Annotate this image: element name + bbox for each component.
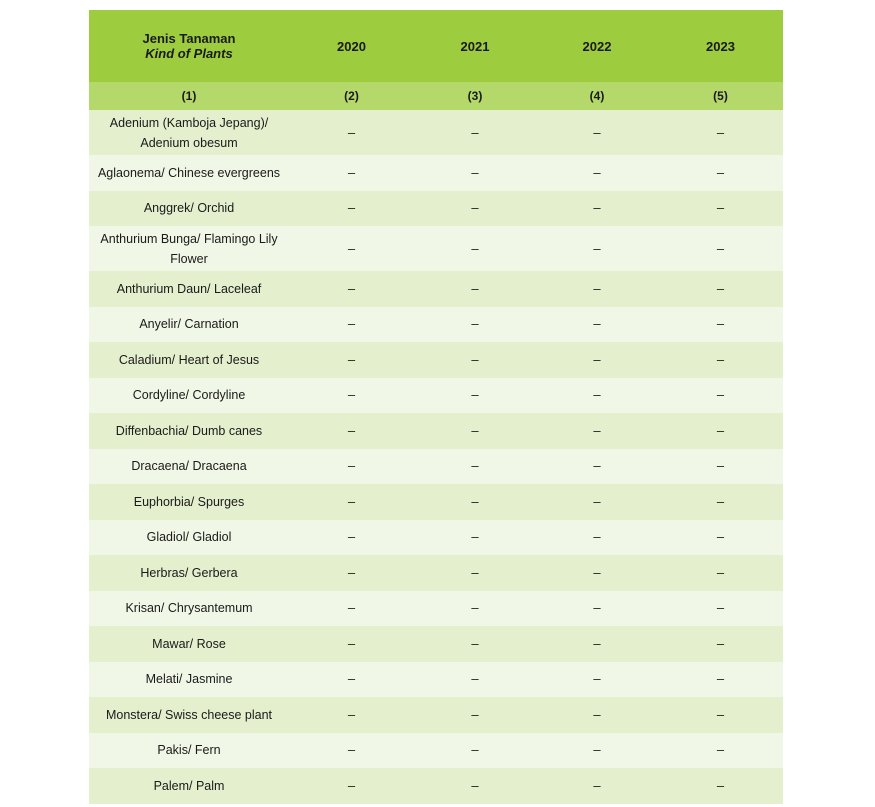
value-cell-2022: – <box>536 591 658 627</box>
value-cell-2022: – <box>536 307 658 343</box>
value-cell-2020: – <box>289 307 414 343</box>
value-cell-2021: – <box>414 449 536 485</box>
value-cell-2023: – <box>658 191 783 227</box>
value-cell-2023: – <box>658 342 783 378</box>
value-cell-2022: – <box>536 226 658 271</box>
plant-name-cell: Melati/ Jasmine <box>89 662 289 698</box>
plant-data-table <box>89 10 783 804</box>
plant-data-table-container <box>89 10 783 804</box>
value-cell-2020: – <box>289 555 414 591</box>
table-row <box>89 110 783 155</box>
value-cell-2020: – <box>289 520 414 556</box>
value-cell-2020: – <box>289 271 414 307</box>
header-year-2023: 2023 <box>658 10 783 82</box>
value-cell-2023: – <box>658 155 783 191</box>
plant-name-cell: Anggrek/ Orchid <box>89 191 289 227</box>
value-cell-2021: – <box>414 555 536 591</box>
column-number-4: (4) <box>536 82 658 110</box>
value-cell-2020: – <box>289 768 414 804</box>
value-cell-2023: – <box>658 591 783 627</box>
table-row <box>89 413 783 449</box>
value-cell-2021: – <box>414 191 536 227</box>
header-year-2021: 2021 <box>414 10 536 82</box>
value-cell-2020: – <box>289 191 414 227</box>
value-cell-2020: – <box>289 626 414 662</box>
column-number-5: (5) <box>658 82 783 110</box>
value-cell-2021: – <box>414 271 536 307</box>
value-cell-2022: – <box>536 378 658 414</box>
value-cell-2021: – <box>414 155 536 191</box>
plant-name-cell: Herbras/ Gerbera <box>89 555 289 591</box>
value-cell-2021: – <box>414 520 536 556</box>
value-cell-2021: – <box>414 626 536 662</box>
value-cell-2023: – <box>658 110 783 155</box>
value-cell-2020: – <box>289 226 414 271</box>
plant-name-cell: Mawar/ Rose <box>89 626 289 662</box>
plant-name-cell: Diffenbachia/ Dumb canes <box>89 413 289 449</box>
table-row <box>89 662 783 698</box>
header-plant-column <box>89 10 289 82</box>
value-cell-2022: – <box>536 733 658 769</box>
table-row <box>89 226 783 271</box>
value-cell-2022: – <box>536 697 658 733</box>
value-cell-2021: – <box>414 110 536 155</box>
value-cell-2020: – <box>289 342 414 378</box>
value-cell-2020: – <box>289 697 414 733</box>
value-cell-2023: – <box>658 378 783 414</box>
value-cell-2022: – <box>536 155 658 191</box>
plant-name-cell: Anyelir/ Carnation <box>89 307 289 343</box>
value-cell-2023: – <box>658 520 783 556</box>
table-row <box>89 378 783 414</box>
column-number-3: (3) <box>414 82 536 110</box>
value-cell-2021: – <box>414 378 536 414</box>
header-plant-label-en: Kind of Plants <box>145 46 233 61</box>
value-cell-2022: – <box>536 484 658 520</box>
table-row <box>89 342 783 378</box>
value-cell-2021: – <box>414 342 536 378</box>
value-cell-2022: – <box>536 191 658 227</box>
value-cell-2021: – <box>414 484 536 520</box>
value-cell-2020: – <box>289 484 414 520</box>
value-cell-2023: – <box>658 768 783 804</box>
table-row <box>89 449 783 485</box>
plant-name-cell: Krisan/ Chrysantemum <box>89 591 289 627</box>
value-cell-2023: – <box>658 662 783 698</box>
value-cell-2022: – <box>536 110 658 155</box>
plant-name-cell: Caladium/ Heart of Jesus <box>89 342 289 378</box>
value-cell-2023: – <box>658 413 783 449</box>
table-row <box>89 697 783 733</box>
value-cell-2023: – <box>658 555 783 591</box>
value-cell-2020: – <box>289 378 414 414</box>
value-cell-2022: – <box>536 520 658 556</box>
table-body <box>89 110 783 804</box>
value-cell-2022: – <box>536 342 658 378</box>
value-cell-2022: – <box>536 626 658 662</box>
value-cell-2021: – <box>414 733 536 769</box>
value-cell-2020: – <box>289 662 414 698</box>
plant-name-cell: Gladiol/ Gladiol <box>89 520 289 556</box>
column-number-2: (2) <box>289 82 414 110</box>
value-cell-2022: – <box>536 555 658 591</box>
plant-name-cell: Anthurium Daun/ Laceleaf <box>89 271 289 307</box>
table-row <box>89 271 783 307</box>
value-cell-2022: – <box>536 449 658 485</box>
table-row <box>89 768 783 804</box>
value-cell-2021: – <box>414 307 536 343</box>
header-year-2020: 2020 <box>289 10 414 82</box>
plant-name-cell: Palem/ Palm <box>89 768 289 804</box>
value-cell-2021: – <box>414 697 536 733</box>
value-cell-2021: – <box>414 591 536 627</box>
plant-name-cell: Dracaena/ Dracaena <box>89 449 289 485</box>
value-cell-2022: – <box>536 768 658 804</box>
value-cell-2020: – <box>289 155 414 191</box>
value-cell-2020: – <box>289 449 414 485</box>
value-cell-2020: – <box>289 591 414 627</box>
value-cell-2020: – <box>289 413 414 449</box>
table-row <box>89 733 783 769</box>
value-cell-2021: – <box>414 768 536 804</box>
table-row <box>89 626 783 662</box>
column-number-row <box>89 82 783 110</box>
table-row <box>89 591 783 627</box>
value-cell-2020: – <box>289 733 414 769</box>
value-cell-2023: – <box>658 626 783 662</box>
plant-name-cell: Adenium (Kamboja Jepang)/ Adenium obesum <box>89 110 289 155</box>
table-row <box>89 155 783 191</box>
value-cell-2023: – <box>658 226 783 271</box>
value-cell-2021: – <box>414 413 536 449</box>
value-cell-2022: – <box>536 662 658 698</box>
table-row <box>89 307 783 343</box>
value-cell-2022: – <box>536 413 658 449</box>
plant-name-cell: Aglaonema/ Chinese evergreens <box>89 155 289 191</box>
header-plant-label-id: Jenis Tanaman <box>142 31 236 46</box>
table-row <box>89 484 783 520</box>
value-cell-2023: – <box>658 484 783 520</box>
table-row <box>89 555 783 591</box>
plant-name-cell: Cordyline/ Cordyline <box>89 378 289 414</box>
value-cell-2022: – <box>536 271 658 307</box>
value-cell-2023: – <box>658 449 783 485</box>
plant-name-cell: Pakis/ Fern <box>89 733 289 769</box>
value-cell-2023: – <box>658 733 783 769</box>
plant-name-cell: Monstera/ Swiss cheese plant <box>89 697 289 733</box>
table-row <box>89 191 783 227</box>
value-cell-2023: – <box>658 271 783 307</box>
value-cell-2021: – <box>414 662 536 698</box>
table-header-row <box>89 10 783 82</box>
value-cell-2020: – <box>289 110 414 155</box>
value-cell-2023: – <box>658 307 783 343</box>
header-year-2022: 2022 <box>536 10 658 82</box>
table-row <box>89 520 783 556</box>
plant-name-cell: Anthurium Bunga/ Flamingo Lily Flower <box>89 226 289 271</box>
plant-name-cell: Euphorbia/ Spurges <box>89 484 289 520</box>
value-cell-2021: – <box>414 226 536 271</box>
column-number-1: (1) <box>89 82 289 110</box>
value-cell-2023: – <box>658 697 783 733</box>
